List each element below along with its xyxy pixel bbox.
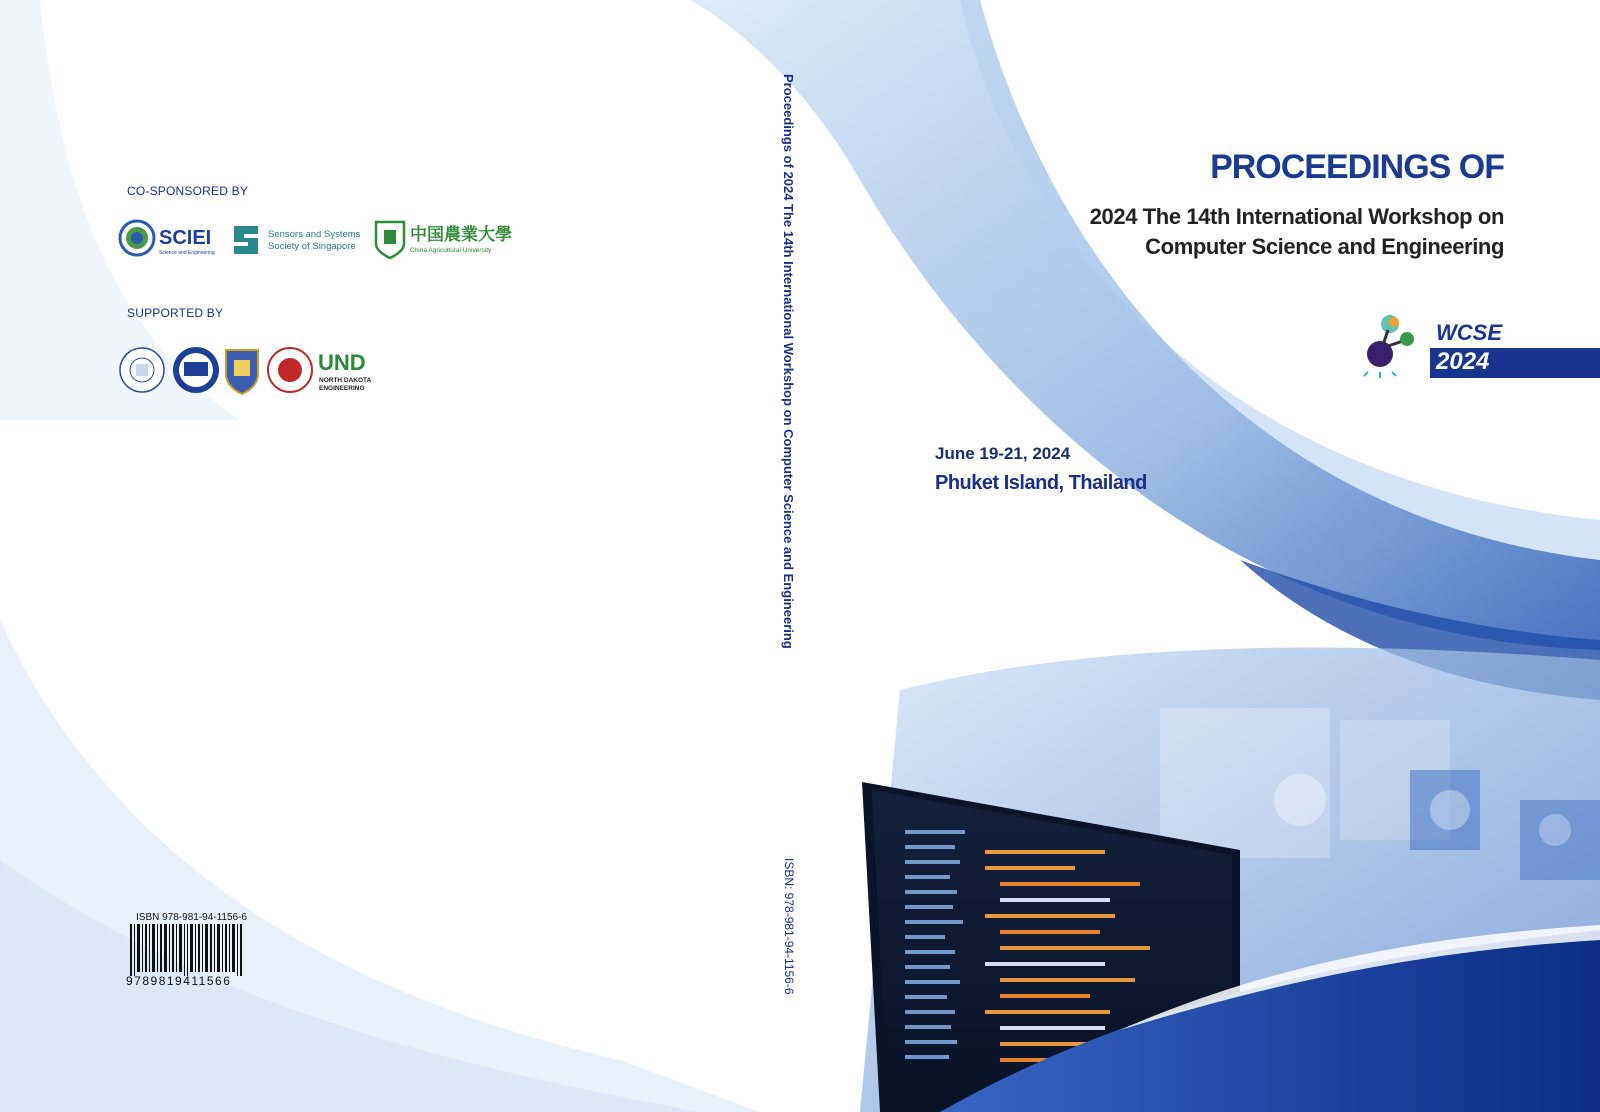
sciei-logo-mark [117, 216, 217, 260]
und-name: UND [318, 350, 366, 375]
sensors-society-mark [230, 222, 370, 258]
conference-location: Phuket Island, Thailand [935, 472, 1147, 494]
supporter-logos [118, 342, 388, 403]
university-1909-seal-icon [173, 347, 219, 393]
sciei-subtitle: Science and Engineering [159, 250, 215, 256]
wcse-logo-text: WCSE [1436, 320, 1502, 345]
cau-mark [372, 218, 512, 260]
molecule-icon [1362, 312, 1428, 382]
spine-title: Proceedings of 2024 The 14th International Workshop on Computer Science and Engineering [781, 74, 796, 649]
sensors-society-logo [230, 222, 370, 263]
und-engineering-logo [318, 350, 372, 392]
sciei-logo [117, 216, 217, 265]
cosponsored-label: CO-SPONSORED BY [127, 184, 249, 198]
conference-title-line1: 2024 The 14th International Workshop on [1089, 204, 1504, 229]
wcse-logo-year: 2024 [1436, 348, 1490, 375]
conference-date: June 19-21, 2024 [935, 444, 1071, 463]
sensors-line2: Society of Singapore [268, 241, 356, 252]
supported-label: SUPPORTED BY [127, 306, 224, 320]
cau-english: China Agricultural University [410, 247, 492, 254]
hainan-university-seal-icon [268, 348, 312, 392]
proceedings-heading: PROCEEDINGS OF [1210, 148, 1504, 186]
und-line2: ENGINEERING [319, 385, 365, 392]
university-crest-icon [226, 350, 258, 394]
sciei-name: SCIEI [159, 227, 212, 249]
conference-title-line2: Computer Science and Engineering [1145, 234, 1504, 259]
barcode-isbn-text: ISBN 978-981-94-1156-6 [136, 912, 247, 923]
supporter-seals [118, 342, 388, 398]
sensors-line1: Sensors and Systems [268, 229, 361, 240]
cau-chinese: 中国農業大學 [410, 225, 512, 245]
und-line1: NORTH DAKOTA [319, 377, 372, 384]
uhd-seal-icon [120, 348, 164, 392]
barcode-icon [130, 924, 250, 976]
barcode-digits: 9789819411566 [126, 974, 232, 988]
cau-logo [372, 218, 512, 265]
spine-isbn: ISBN: 978-981-94-1156-6 [782, 858, 796, 995]
